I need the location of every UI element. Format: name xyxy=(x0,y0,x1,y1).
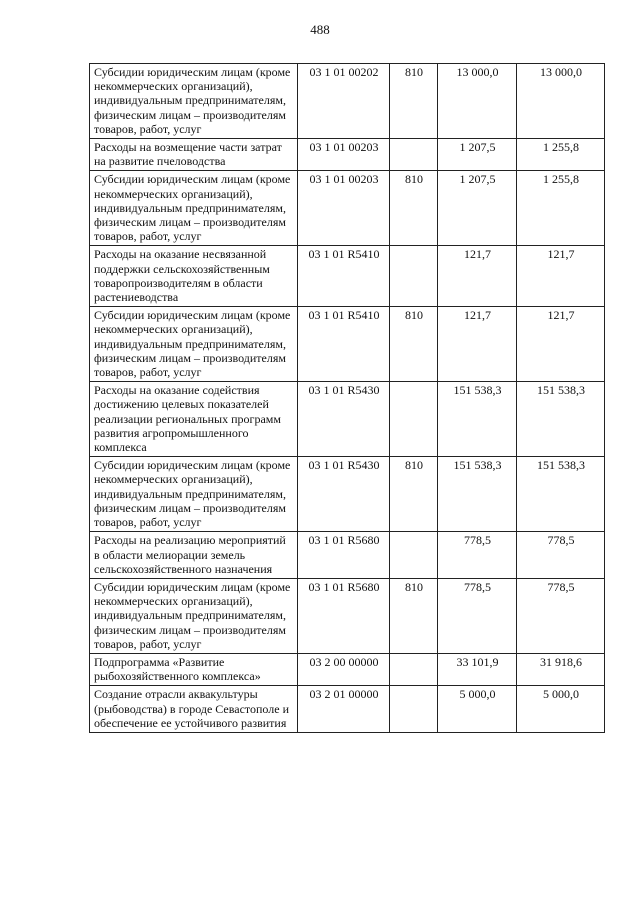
amount-year-1-cell: 33 101,9 xyxy=(438,653,517,685)
amount-year-1-cell: 1 207,5 xyxy=(438,139,517,171)
expense-type-cell xyxy=(390,532,438,579)
expense-type-cell xyxy=(390,686,438,733)
budget-table xyxy=(89,63,605,733)
expense-name-cell: Расходы на оказание содействия достижению целевых показателей реализации региональных программ развития агропромышленного комплекса xyxy=(90,382,298,457)
table-row xyxy=(90,578,605,653)
amount-year-1-cell: 121,7 xyxy=(438,246,517,307)
table-row xyxy=(90,382,605,457)
amount-year-2-cell: 778,5 xyxy=(517,532,605,579)
budget-table-body xyxy=(90,64,605,733)
table-row xyxy=(90,457,605,532)
table-row xyxy=(90,171,605,246)
budget-code-cell: 03 1 01 R5680 xyxy=(298,532,390,579)
amount-year-2-cell: 31 918,6 xyxy=(517,653,605,685)
table-row xyxy=(90,64,605,139)
table-row xyxy=(90,307,605,382)
amount-year-1-cell: 1 207,5 xyxy=(438,171,517,246)
budget-code-cell: 03 1 01 R5430 xyxy=(298,457,390,532)
budget-code-cell: 03 1 01 00203 xyxy=(298,171,390,246)
expense-type-cell: 810 xyxy=(390,171,438,246)
amount-year-1-cell: 13 000,0 xyxy=(438,64,517,139)
amount-year-2-cell: 778,5 xyxy=(517,578,605,653)
expense-name-cell: Субсидии юридическим лицам (кроме некоммерческих организаций), индивидуальным предпринимателям, физическим лицам – производителям товаров, работ, услуг xyxy=(90,171,298,246)
expense-name-cell: Субсидии юридическим лицам (кроме некоммерческих организаций), индивидуальным предпринимателям, физическим лицам – производителям товаров, работ, услуг xyxy=(90,457,298,532)
amount-year-1-cell: 121,7 xyxy=(438,307,517,382)
expense-name-cell: Расходы на реализацию мероприятий в области мелиорации земель сельскохозяйственного назначения xyxy=(90,532,298,579)
expense-name-cell: Субсидии юридическим лицам (кроме некоммерческих организаций), индивидуальным предпринимателям, физическим лицам – производителям товаров, работ, услуг xyxy=(90,578,298,653)
table-row xyxy=(90,246,605,307)
expense-name-cell: Расходы на возмещение части затрат на развитие пчеловодства xyxy=(90,139,298,171)
amount-year-2-cell: 151 538,3 xyxy=(517,457,605,532)
budget-code-cell: 03 1 01 00203 xyxy=(298,139,390,171)
table-row xyxy=(90,653,605,685)
expense-type-cell xyxy=(390,653,438,685)
expense-type-cell xyxy=(390,382,438,457)
expense-name-cell: Расходы на оказание несвязанной поддержки сельскохозяйственным товаропроизводителям в области растениеводства xyxy=(90,246,298,307)
amount-year-2-cell: 121,7 xyxy=(517,246,605,307)
amount-year-2-cell: 5 000,0 xyxy=(517,686,605,733)
budget-code-cell: 03 2 01 00000 xyxy=(298,686,390,733)
expense-type-cell xyxy=(390,139,438,171)
amount-year-2-cell: 1 255,8 xyxy=(517,171,605,246)
budget-code-cell: 03 1 01 R5410 xyxy=(298,246,390,307)
expense-name-cell: Субсидии юридическим лицам (кроме некоммерческих организаций), индивидуальным предпринимателям, физическим лицам – производителям товаров, работ, услуг xyxy=(90,64,298,139)
expense-name-cell: Подпрограмма «Развитие рыбохозяйственного комплекса» xyxy=(90,653,298,685)
amount-year-1-cell: 778,5 xyxy=(438,532,517,579)
amount-year-1-cell: 5 000,0 xyxy=(438,686,517,733)
amount-year-1-cell: 151 538,3 xyxy=(438,382,517,457)
budget-code-cell: 03 2 00 00000 xyxy=(298,653,390,685)
expense-type-cell: 810 xyxy=(390,307,438,382)
amount-year-2-cell: 1 255,8 xyxy=(517,139,605,171)
budget-code-cell: 03 1 01 R5430 xyxy=(298,382,390,457)
expense-type-cell: 810 xyxy=(390,457,438,532)
expense-name-cell: Субсидии юридическим лицам (кроме некоммерческих организаций), индивидуальным предпринимателям, физическим лицам – производителям товаров, работ, услуг xyxy=(90,307,298,382)
amount-year-2-cell: 13 000,0 xyxy=(517,64,605,139)
amount-year-1-cell: 151 538,3 xyxy=(438,457,517,532)
table-row xyxy=(90,139,605,171)
budget-code-cell: 03 1 01 R5680 xyxy=(298,578,390,653)
budget-code-cell: 03 1 01 R5410 xyxy=(298,307,390,382)
amount-year-2-cell: 121,7 xyxy=(517,307,605,382)
expense-type-cell: 810 xyxy=(390,64,438,139)
table-row xyxy=(90,532,605,579)
amount-year-2-cell: 151 538,3 xyxy=(517,382,605,457)
budget-code-cell: 03 1 01 00202 xyxy=(298,64,390,139)
amount-year-1-cell: 778,5 xyxy=(438,578,517,653)
expense-type-cell: 810 xyxy=(390,578,438,653)
page-number: 488 xyxy=(310,22,330,37)
expense-name-cell: Создание отрасли аквакультуры (рыбоводства) в городе Севастополе и обеспечение ее устойчивого развития xyxy=(90,686,298,733)
expense-type-cell xyxy=(390,246,438,307)
table-row xyxy=(90,686,605,733)
